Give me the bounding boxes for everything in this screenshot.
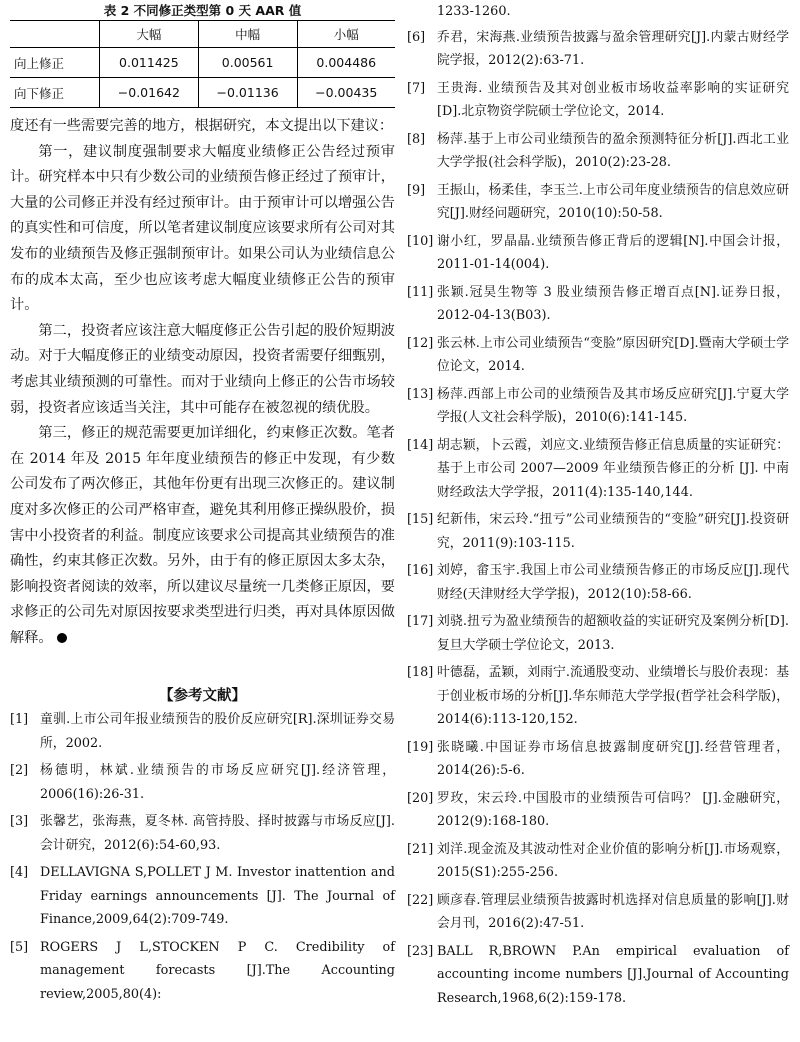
table-cell: −0.01136 — [198, 78, 297, 108]
reference-item — [407, 508, 789, 555]
right-column — [407, 0, 789, 1014]
paragraph: 度还有一些需要完善的地方，根据研究，本文提出以下建议： — [10, 118, 394, 134]
reference-text: 刘骁.扭亏为盈业绩预告的超额收益的实证研究及案例分析[D].复旦大学硕士学位论文，2013. — [437, 614, 789, 653]
reference-number: [19] — [407, 739, 434, 755]
paragraph — [10, 319, 395, 421]
reference-number: [18] — [407, 665, 434, 680]
reference-text: 杨萍.基于上市公司业绩预告的盈余预测特征分析[J].西北工业大学学报(社会科学版)，2010(2):23-28. — [437, 131, 789, 170]
reference-number: [13] — [407, 386, 434, 402]
reference-text: 胡志颖，卜云霞，刘应文.业绩预告修正信息质量的实证研究：基于上市公司 2007—2009 年业绩预告修正的分析 [J]. 中南财经政法大学学报，2011(4):135-140,144. — [437, 437, 789, 500]
table-corner-cell — [10, 21, 100, 48]
reference-text: 张馨艺，张海燕，夏冬林. 高管持股、择时披露与市场反应[J].会计研究，2012(6):54-60,93. — [40, 814, 395, 853]
reference-item — [407, 230, 789, 277]
reference-number: [22] — [407, 892, 434, 908]
reference-item — [407, 559, 789, 606]
body-text — [10, 114, 395, 651]
column-header-medium: 中幅 — [198, 21, 297, 48]
references-list-left — [10, 708, 395, 1006]
reference-number: [14] — [407, 437, 434, 453]
reference-number: [8] — [407, 131, 426, 147]
reference-text: 张晓曦.中国证券市场信息披露制度研究[J].经营管理者，2014(26):5-6. — [437, 739, 789, 778]
row-header-downward: 向下修正 — [10, 78, 100, 108]
aar-table — [10, 20, 395, 108]
reference-text: ROGERS J L,STOCKEN P C. Credibility of management forecasts [J].The Accounting review,2005,80(4): — [40, 939, 395, 1002]
reference-item — [407, 332, 789, 379]
reference-item — [407, 77, 789, 124]
paragraph-text: 第二，投资者应该注意大幅度修正公告引起的股价短期波动。对于大幅度修正的业绩变动原因，投资者需要仔细甄别，考虑其业绩预测的可靠性。而对于业绩向上修正的公告市场较弱，投资者应该适当关注，其中可能存在被忽视的绩优股。 — [10, 322, 395, 416]
reference-number: [4] — [10, 865, 29, 881]
table-cell: −0.00435 — [297, 78, 395, 108]
reference-text: 张颖.冠昊生物等 3 股业绩预告修正增百点[N].证券日报，2012-04-13(B03). — [437, 284, 789, 323]
reference-number: [21] — [407, 841, 434, 857]
column-header-small: 小幅 — [297, 21, 395, 48]
reference-number: [16] — [407, 563, 434, 578]
reference-item — [407, 26, 789, 73]
reference-text: 张云林.上市公司业绩预告“变脸”原因研究[D].暨南大学硕士学位论文，2014. — [437, 335, 789, 374]
reference-text: DELLAVIGNA S,POLLET J M. Investor inattention and Friday earnings announcements [J]. The Journal of Finance,2009,64(2):709-749. — [40, 865, 395, 928]
reference-item — [10, 936, 395, 1007]
reference-number: [20] — [407, 790, 434, 806]
reference-item — [407, 281, 789, 328]
reference-text: 纪新伟，宋云玲.“扭亏”公司业绩预告的“变脸”研究[J].投资研究，2011(9):103-115. — [437, 512, 789, 551]
reference-item — [407, 838, 789, 885]
reference-item — [10, 861, 395, 932]
reference-number: [7] — [407, 80, 426, 96]
reference-number: [10] — [407, 233, 434, 249]
reference-item — [407, 889, 789, 936]
left-column — [10, 0, 395, 1010]
reference-text: 顾彦春.管理层业绩预告披露时机选择对信息质量的影响[J].财会月刊，2016(2):47-51. — [437, 892, 789, 931]
reference-item — [407, 128, 789, 175]
paragraph — [10, 421, 395, 651]
references-heading: 【参考文献】 — [159, 688, 246, 705]
reference-item — [407, 383, 789, 430]
reference-item — [407, 179, 789, 226]
table-cell: −0.01642 — [100, 78, 199, 108]
reference-text: 乔君，宋海燕.业绩预告披露与盈余管理研究[J].内蒙古财经学院学报，2012(2):63-71. — [437, 29, 789, 68]
table-header-row — [10, 21, 395, 48]
reference-number: [15] — [407, 512, 434, 527]
reference-text: 王贵海. 业绩预告及其对创业板市场收益率影响的实证研究[D].北京物资学院硕士学位论文，2014. — [437, 80, 789, 119]
reference-number: [12] — [407, 335, 434, 351]
reference-number: [23] — [407, 943, 434, 959]
reference-text: 刘婷，畲玉宇.我国上市公司业绩预告修正的市场反应[J].现代财经(天津财经大学学报)，2012(10):58-66. — [437, 563, 789, 602]
reference-text: 杨德明，林斌.业绩预告的市场反应研究[J].经济管理，2006(16):26-31. — [40, 763, 395, 802]
reference-item — [407, 940, 789, 1011]
reference-number: [1] — [10, 712, 29, 728]
reference-item — [10, 810, 395, 857]
reference-number: [11] — [407, 284, 434, 300]
table-row — [10, 78, 395, 108]
table-cell: 0.011425 — [100, 48, 199, 78]
reference-number: [9] — [407, 182, 426, 198]
table-cell: 0.004486 — [297, 48, 395, 78]
table-cell: 0.00561 — [198, 48, 297, 78]
row-header-upward: 向上修正 — [10, 48, 100, 78]
reference-item — [407, 661, 789, 732]
reference-number: [17] — [407, 614, 434, 629]
reference-item — [10, 708, 395, 755]
reference-text: 童驯.上市公司年报业绩预告的股价反应研究[R].深圳证券交易所，2002. — [40, 712, 395, 751]
reference-item — [407, 736, 789, 783]
reference-text: 谢小红，罗晶晶.业绩预告修正背后的逻辑[N].中国会计报，2011-01-14(004). — [437, 233, 789, 272]
reference-number: [2] — [10, 763, 29, 779]
reference-text: BALL R,BROWN P.An empirical evaluation of accounting income numbers [J].Journal of Accounting Research,1968,6(2):159-178. — [437, 943, 789, 1006]
reference-item — [407, 610, 789, 657]
references-list-right — [407, 26, 789, 1011]
table-caption: 表 2 不同修正类型第 0 天 AAR 值 — [103, 3, 302, 18]
table-row — [10, 48, 395, 78]
reference-number: [6] — [407, 29, 426, 45]
reference-item — [407, 787, 789, 834]
paragraph: 第一，建议制度强制要求大幅度业绩修正公告经过预审计。研究样本中只有少数公司的业绩预告修正经过了预审计，大量的公司修正并没有经过预审计。由于预审计可以增强公告的真实性和可信度，所以笔者建议制度应该要求所有公司对其发布的业绩预告及修正强制预审计。如果公司认为业绩信息公布的成本太高，至少也应该考虑大幅度业绩修正公告的预审计。 — [10, 143, 395, 314]
paragraph-text: 第三，修正的规范需要更加详细化，约束修正次数。笔者在 2014 年及 2015 年年度业绩预告的修正中发现，有少数公司发布了两次修正，其他年份更有出现三次修正的。建议制度对多次修正的公司严格审查，避免其利用修正操纵股价，损害中小投资者的利益。制度应该要求公司提高其业绩预告的准确性，约束其修正次数。另外，由于有的修正原因太多太杂，影响投资者阅读的效率，所以建议尽量统一几类修正原因，要求修正的公司先对原因按要求类型进行归类，再对具体原因做解释。 — [10, 425, 395, 646]
reference-continuation: 1233-1260. — [437, 4, 511, 19]
reference-text: 叶德磊，孟颖，刘雨宁.流通股变动、业绩增长与股价表现：基于创业板市场的分析[J].华东师范大学学报(哲学社会科学版)，2014(6):113-120,152. — [437, 665, 789, 727]
reference-item — [407, 434, 789, 505]
reference-item — [10, 759, 395, 806]
end-mark-icon — [57, 633, 67, 643]
reference-number: [5] — [10, 939, 29, 955]
reference-number: [3] — [10, 814, 29, 830]
reference-text: 罗玫，宋云玲.中国股市的业绩预告可信吗？ [J].金融研究，2012(9):168-180. — [437, 790, 789, 829]
column-header-large: 大幅 — [100, 21, 199, 48]
reference-text: 杨萍.西部上市公司的业绩预告及其市场反应研究[J].宁夏大学学报(人文社会科学版)，2010(6):141-145. — [437, 386, 789, 425]
reference-text: 刘洋.现金流及其波动性对企业价值的影响分析[J].市场观察，2015(S1):255-256. — [437, 841, 789, 880]
reference-text: 王振山，杨柔佳，李玉兰.上市公司年度业绩预告的信息效应研究[J].财经问题研究，2010(10):50-58. — [437, 182, 789, 221]
